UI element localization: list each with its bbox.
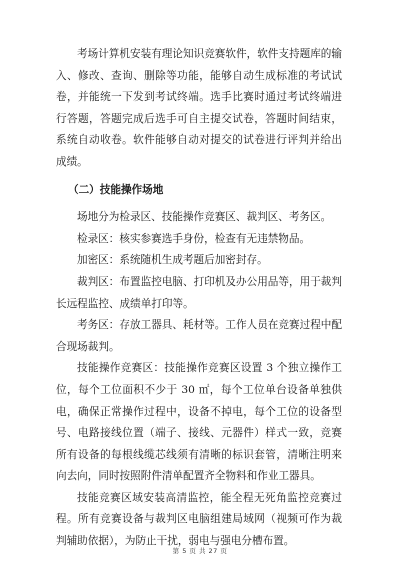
paragraph-affairs-area: 考务区：存放工器具、耗材等。工作人员在竞赛过程中配合现场裁判。 (56, 319, 342, 353)
paragraph-exam-software: 考场计算机安装有理论知识竞赛软件，软件支持题库的输入、修改、查询、删除等功能，能够自动生成标准的考试试卷，并能统一下发到考试终端。选手比赛时通过考试终端进行答题，答题完成后选手可自主提交试卷，答题时间结束，系统自动收卷。软件能够自动对提交的试卷进行评判并给出成绩。 (56, 48, 342, 168)
document-body (56, 44, 342, 553)
section-heading: （二）技能操作场地 (68, 183, 164, 196)
paragraph-judge-area: 裁判区：布置监控电脑、打印机及办公用品等，用于裁判长远程监控、成绩单打印等。 (56, 275, 342, 310)
paragraph-checkin-area: 检录区：核实参赛选手身份，检查有无违禁物品。 (77, 232, 311, 245)
paragraph-area-division: 场地分为检录区、技能操作竞赛区、裁判区、考务区。 (77, 211, 332, 224)
paragraph-competition-area: 技能操作竞赛区：技能操作竞赛区设置 3 个独立操作工位，每个工位面积不少于 30 ㎡，每个工位单台设备单独供电，确保正常操作过程中，设备不掉电，每个工位的设备型号、电路接线位置（端子、接线、元器件）样式一致，竞赛所有设备的每根线缆芯线须有清晰的标识套管，清晰注明来向去向，同时按照附件清单配置齐全物料和作业工器具。 (56, 362, 342, 483)
page-number-footer: 第 5 页 共 27 页 (172, 547, 228, 555)
paragraph-encryption-area: 加密区：系统随机生成考题后加密封存。 (77, 254, 268, 267)
paragraph-monitoring: 技能竞赛区域安装高清监控，能全程无死角监控竞赛过程。所有竞赛设备与裁判区电脑组建局域网（视频可作为裁判辅助依据），为防止干扰，弱电与强电分槽布置。 (56, 491, 342, 548)
